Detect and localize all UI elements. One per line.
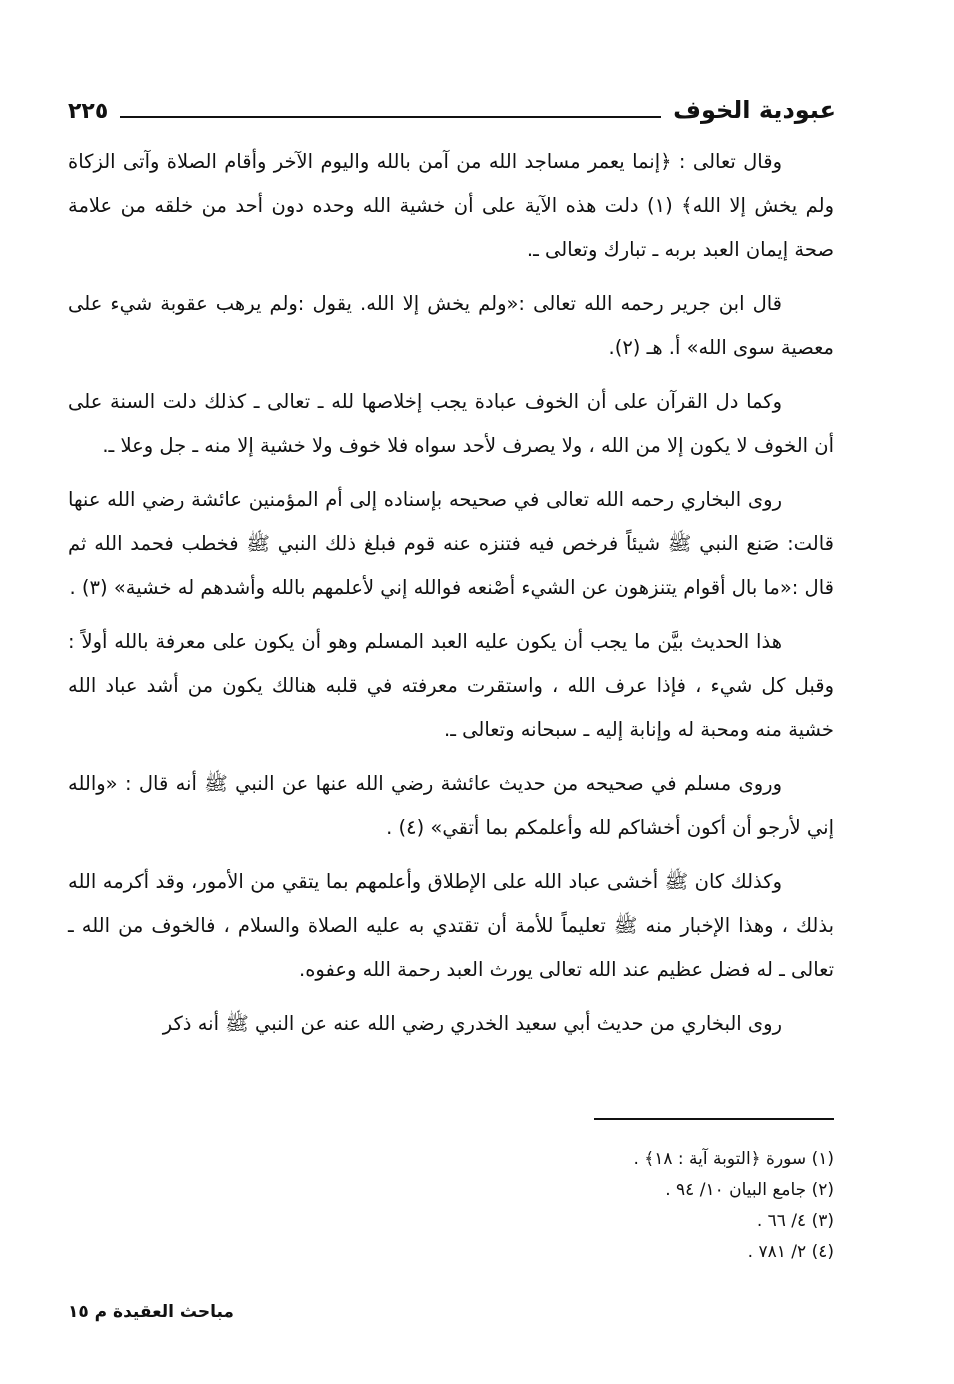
paragraph-5: هذا الحديث بيَّن ما يجب أن يكون عليه العبد المسلم وهو أن يكون على معرفة بالله أولاً : وقبل كل شيء ، فإذا عرف الله ، واستقرت معرفته في قلبه هنالك يكون من أشد عباد الله خشية منه ومحبة له وإنابة إليه ـ سبحانه وتعالى ـ. [68, 630, 834, 741]
paragraph-6: وروى مسلم في صحيحه من حديث عائشة رضي الله عنها عن النبي ﷺ أنه قال : «والله إني لأرجو أن أكون أخشاكم لله وأعلمكم بما أتقي» (٤) . [68, 772, 834, 839]
header-rule [120, 116, 661, 118]
chapter-title: عبودية الخوف [673, 96, 836, 124]
footnote-3: (٣) ٤/ ٦٦ . [756, 1211, 834, 1231]
main-text [68, 140, 834, 1056]
paragraph-2: قال ابن جرير رحمه الله تعالى :«ولم يخش إلا الله. يقول :ولم يرهب عقوبة شيء على معصية سوى الله» أ. هـ (٢). [68, 292, 834, 359]
footnotes [68, 1144, 834, 1268]
paragraph-3: وكما دل القرآن على أن الخوف عبادة يجب إخلاصها لله ـ تعالى ـ كذلك دلت السنة على أن الخوف لا يكون إلا من الله ، ولا يصرف لأحد سواه فلا خوف ولا خشية إلا منه ـ جل وعلا ـ. [68, 390, 834, 457]
paragraph-1: وقال تعالى : ﴿إنما يعمر مساجد الله من آمن بالله واليوم الآخر وأقام الصلاة وآتى الزكاة ولم يخش إلا الله﴾ (١) دلت هذه الآية على أن خشية الله وحده دون أحد من خلقه من علامة صحة إيمان العبد بربه ـ تبارك وتعالى ـ. [68, 150, 834, 261]
running-header [68, 88, 836, 128]
footnote-2: (٢) جامع البيان ١٠/ ٩٤ . [665, 1180, 834, 1200]
printer-signature: مباحث العقيدة م ١٥ [68, 1302, 234, 1322]
paragraph-7: وكذلك كان ﷺ أخشى عباد الله على الإطلاق وأعلمهم بما يتقي من الأمور، وقد أكرمه الله بذلك ، وهذا الإخبار منه ﷺ تعليماً للأمة أن تقتدي به عليه الصلاة والسلام ، فالخوف من الله ـ تعالى ـ له فضل عظيم عند الله تعالى يورث العبد رحمة الله وعفوه. [68, 870, 834, 981]
page-number: ٢٢٥ [68, 99, 109, 124]
footnote-rule [594, 1118, 834, 1120]
footnote-4: (٤) ٢/ ٧٨١ . [747, 1242, 834, 1262]
paragraph-4: روى البخاري رحمه الله تعالى في صحيحه بإسناده إلى أم المؤمنين عائشة رضي الله عنها قالت: صَنع النبي ﷺ شيئاً فرخص فيه فتنزه عنه قوم فبلغ ذلك النبي ﷺ فخطب فحمد الله ثم قال :«ما بال أقوام يتنزهون عن الشيء أصْنعه فوالله إني لأعلمهم بالله وأشدهم له خشية» (٣) . [68, 488, 834, 599]
footnote-1: (١) سورة ﴿التوبة آية : ١٨﴾ . [633, 1149, 834, 1169]
paragraph-8: روى البخاري من حديث أبي سعيد الخدري رضي الله عنه عن النبي ﷺ أنه ذكر [162, 1012, 782, 1035]
